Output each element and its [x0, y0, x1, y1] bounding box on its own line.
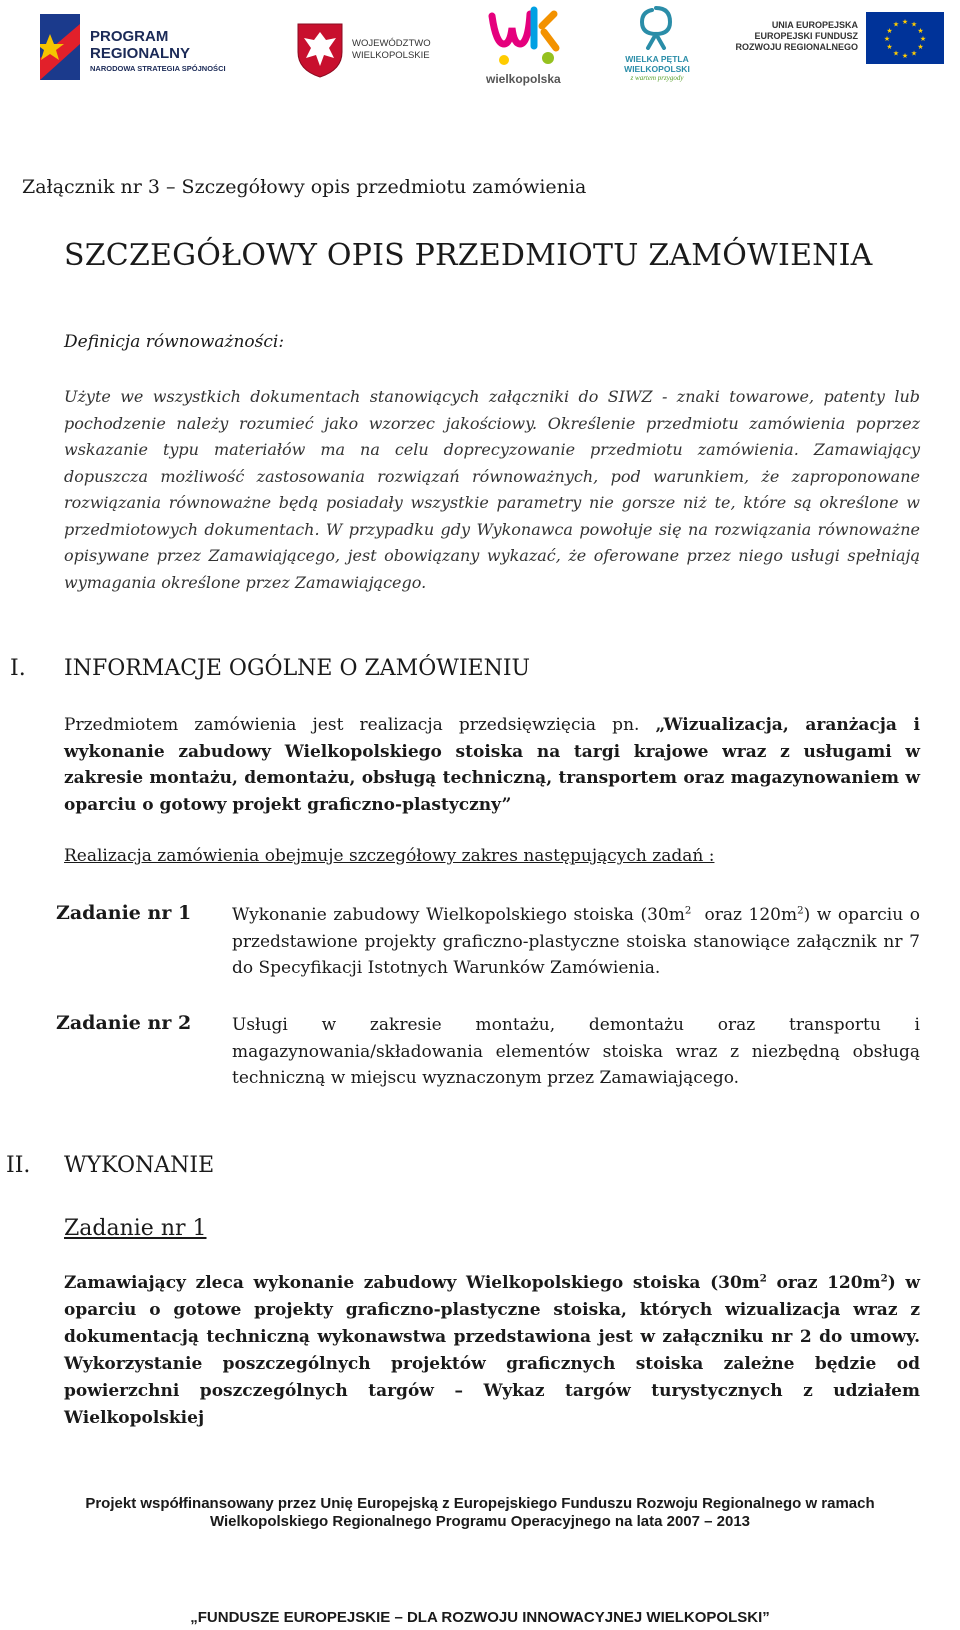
- svg-text:★: ★: [919, 35, 927, 43]
- task-2-description: Usługi w zakresie montażu, demontażu oraz transportu i magazynowania/składowania elementów stoiska wraz z niezbędną obsługą techniczną w miejscu wyznaczonym przez Zamawiającego.: [232, 1015, 920, 1088]
- svg-text:★: ★: [917, 43, 924, 51]
- attachment-label: Załącznik nr 3 – Szczegółowy opis przedmiotu zamówienia: [22, 176, 587, 198]
- order-subject: [64, 712, 920, 818]
- svg-text:★: ★: [883, 35, 891, 43]
- wielka-petla-logo: [614, 4, 704, 84]
- wielkopolska-mark-icon: [484, 4, 564, 70]
- task-2-label: Zadanie nr 2: [56, 1012, 192, 1034]
- section-2-title: WYKONANIE: [64, 1153, 215, 1178]
- definition-title: Definicja równoważności:: [64, 332, 285, 352]
- eu-flag-icon: [866, 12, 944, 64]
- page-title: SZCZEGÓŁOWY OPIS PRZEDMIOTU ZAMÓWIENIA: [64, 238, 873, 273]
- order-subject-intro: Przedmiotem zamówienia jest realizacja przedsięwzięcia pn.: [64, 715, 656, 735]
- svg-text:★: ★: [892, 49, 900, 58]
- wielka-petla-name: WIELKA PĘTLA WIELKOPOLSKI z wartem przygody: [624, 54, 690, 82]
- execution-task-1-body: Zamawiający zleca wykonanie zabudowy Wielkopolskiego stoiska ($30m^2$ oraz $120m^2$) w oparciu o gotowe projekty graficzno-plastyczne stoiska, których wizualizacja wraz z dokumentacją techniczną wykonawstwa przedstawiona jest w załączniku nr 2 do umowy. Wykorzystanie poszczególnych projektów graficznych stoiska zależne będzie od powierzchni poszczególnych targów – Wykaz targów turystycznych z udziałem Wielkopolskiej: [64, 1272, 920, 1428]
- order-subject-name: „Wizualizacja, aranżacja i wykonanie zabudowy Wielkopolskiego stoiska na targi krajowe wraz z usługami w zakresie montażu, demontażu, obsługą techniczną, transportem oraz magazynowaniem w oparciu o gotowy projekt graficzno-plastyczny”: [64, 715, 920, 815]
- svg-text:★: ★: [910, 49, 918, 58]
- program-regionalny-tagline: NARODOWA STRATEGIA SPÓJNOŚCI: [90, 64, 226, 73]
- wojewodztwo-name: WOJEWÓDZTWO WIELKOPOLSKIE: [352, 38, 431, 61]
- wielkopolska-label: wielkopolska: [486, 72, 561, 86]
- svg-text:★: ★: [892, 20, 900, 29]
- eu-fund-name: UNIA EUROPEJSKA EUROPEJSKI FUNDUSZ ROZWOJU REGIONALNEGO: [735, 20, 858, 52]
- svg-text:★: ★: [901, 52, 909, 60]
- wielkopolska-logo: [484, 4, 574, 88]
- realization-scope-heading: Realizacja zamówienia obejmuje szczegółowy zakres następujących zadań :: [64, 846, 715, 866]
- cofinancing-line-2: Wielkopolskiego Regionalnego Programu Operacyjnego na lata 2007 – 2013: [209, 1513, 751, 1530]
- task-1-label: Zadanie nr 1: [56, 902, 192, 924]
- eagle-shield-icon: [296, 22, 344, 78]
- eu-logo: [724, 10, 944, 70]
- program-regionalny-name: PROGRAM REGIONALNY: [90, 28, 191, 62]
- footer-slogan: „FUNDUSZE EUROPEJSKIE – DLA ROZWOJU INNOWACYJNEJ WIELKOPOLSKI”: [190, 1609, 770, 1626]
- svg-text:★: ★: [886, 43, 893, 51]
- execution-task-1-heading: Zadanie nr 1: [64, 1216, 207, 1241]
- logo-header: [0, 0, 960, 95]
- section-1-number: I.: [10, 656, 26, 681]
- knot-icon: [636, 4, 676, 50]
- section-1-title: INFORMACJE OGÓLNE O ZAMÓWIENIU: [64, 656, 531, 681]
- program-regionalny-flag-icon: [40, 14, 80, 80]
- wojewodztwo-logo: [296, 22, 446, 82]
- program-regionalny-logo: [40, 14, 250, 84]
- svg-text:★: ★: [901, 18, 909, 26]
- svg-text:★: ★: [917, 27, 924, 35]
- cofinancing-footer: [0, 1495, 960, 1531]
- svg-text:★: ★: [886, 27, 893, 35]
- definition-body: Użyte we wszystkich dokumentach stanowiących załączniki do SIWZ - znaki towarowe, patenty lub pochodzenie należy rozumieć jako wzorzec jakościowy. Określenie przedmiotu zamówienia poprzez wskazanie typu materiałów ma na celu doprecyzowanie przedmiotu zamówienia. Zamawiający dopuszcza możliwość zastosowania rozwiązań równoważnych, pod warunkiem, że zaproponowane rozwiązania równoważne będą posiadały wszystkie parametry nie gorsze niż te, które są określone w przedmiotowych dokumentach. W przypadku gdy Wykonawca powołuje się na rozwiązania równoważne opisywane przez Zamawiającego, jest obowiązany wykazać, że oferowane przez niego usługi spełniają wymagania określone przez Zamawiającego.: [64, 387, 920, 592]
- svg-text:★: ★: [910, 20, 918, 29]
- task-1-description: Wykonanie zabudowy Wielkopolskiego stoiska ($30m^2$ oraz $120m^2$) w oparciu o przedstawione projekty graficzno-plastyczne stoiska stanowiące załącznik nr 7 do Specyfikacji Istotnych Warunków Zamówienia.: [232, 905, 920, 978]
- cofinancing-line-1: Projekt współfinansowany przez Unię Europejską z Europejskiego Funduszu Rozwoju Regionalnego w ramach: [85, 1495, 875, 1512]
- section-2-number: II.: [6, 1153, 31, 1178]
